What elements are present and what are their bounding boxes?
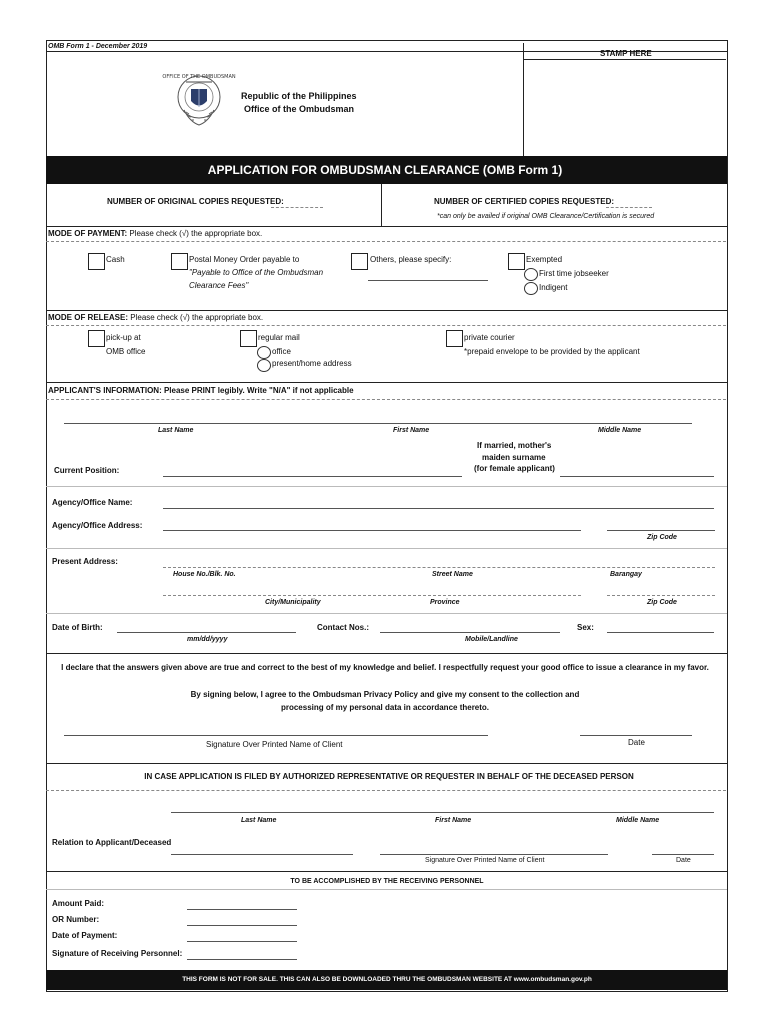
date-of-payment-field[interactable] bbox=[187, 941, 297, 942]
agency-name-field[interactable] bbox=[163, 508, 714, 509]
certified-copies-label: NUMBER OF CERTIFIED COPIES REQUESTED: bbox=[434, 197, 615, 206]
client-date-field[interactable] bbox=[580, 735, 692, 736]
original-copies-label: NUMBER OF ORIGINAL COPIES REQUESTED: bbox=[107, 197, 284, 206]
divider bbox=[46, 763, 727, 764]
home-address-radio[interactable] bbox=[257, 359, 271, 372]
divider bbox=[46, 310, 727, 311]
office-label: office bbox=[272, 347, 291, 356]
certified-copies-field[interactable] bbox=[606, 207, 652, 208]
pickup-label: pick-up at bbox=[106, 333, 141, 342]
divider bbox=[46, 653, 727, 654]
others-specify-field[interactable] bbox=[368, 280, 488, 281]
divider bbox=[46, 486, 727, 487]
indigent-radio[interactable] bbox=[524, 282, 538, 295]
divider bbox=[46, 790, 726, 791]
office-line: Office of the Ombudsman bbox=[244, 104, 355, 114]
relation-label: Relation to Applicant/Deceased bbox=[52, 838, 172, 847]
courier-note: *prepaid envelope to be provided by the applicant bbox=[464, 347, 640, 356]
payment-heading-rest: Please check (√) the appropriate box. bbox=[129, 229, 263, 238]
rep-last-name-label: Last Name bbox=[241, 817, 277, 824]
exempted-label: Exempted bbox=[526, 255, 563, 264]
release-heading-rest: Please check (√) the appropriate box. bbox=[130, 313, 264, 322]
regular-mail-checkbox[interactable] bbox=[240, 330, 257, 347]
page-title: APPLICATION FOR OMBUDSMAN CLEARANCE (OMB Form 1) bbox=[207, 163, 563, 177]
receiving-signature-label: Signature of Receiving Personnel: bbox=[52, 949, 183, 958]
client-signature-field[interactable] bbox=[64, 735, 488, 736]
others-checkbox[interactable] bbox=[351, 253, 368, 270]
regular-mail-label: regular mail bbox=[258, 333, 300, 342]
sex-label: Sex: bbox=[577, 623, 594, 632]
certified-copies-note: *can only be availed if original OMB Clearance/Certification is secured bbox=[437, 213, 655, 220]
pmo-label-line3: Clearance Fees" bbox=[189, 281, 249, 290]
present-address-label: Present Address: bbox=[52, 557, 118, 566]
divider bbox=[46, 889, 727, 890]
pmo-label-line2: "Payable to Office of the Ombudsman bbox=[189, 268, 324, 277]
ombudsman-seal-icon bbox=[162, 70, 236, 132]
first-time-jobseeker-label: First time jobseeker bbox=[539, 269, 609, 278]
original-copies-field[interactable] bbox=[271, 207, 323, 208]
divider bbox=[46, 226, 727, 227]
date-of-payment-label: Date of Payment: bbox=[52, 931, 118, 940]
province-label: Province bbox=[430, 599, 460, 606]
maiden-label-2: maiden surname bbox=[482, 453, 546, 462]
applicant-heading: APPLICANT'S INFORMATION: Please PRINT legibly. Write "N/A" if not applicable bbox=[48, 386, 354, 395]
form-code: OMB Form 1 - December 2019 bbox=[48, 43, 148, 50]
private-courier-label: private courier bbox=[464, 333, 515, 342]
amount-paid-label: Amount Paid: bbox=[52, 899, 104, 908]
cash-checkbox[interactable] bbox=[88, 253, 105, 270]
representative-heading: IN CASE APPLICATION IS FILED BY AUTHORIZED REPRESENTATIVE OR REQUESTER IN BEHALF OF THE DECEASED PERSON bbox=[144, 772, 634, 781]
agency-address-label: Agency/Office Address: bbox=[52, 521, 143, 530]
barangay-label: Barangay bbox=[610, 571, 642, 578]
agency-zip-field[interactable] bbox=[607, 530, 715, 531]
present-zip-field[interactable] bbox=[607, 595, 715, 596]
agency-zip-label: Zip Code bbox=[647, 534, 677, 541]
maiden-label-3: (for female applicant) bbox=[474, 464, 555, 473]
dob-format: mm/dd/yyyy bbox=[187, 636, 228, 643]
divider bbox=[46, 382, 727, 383]
rep-date-field[interactable] bbox=[652, 854, 714, 855]
or-number-label: OR Number: bbox=[52, 915, 100, 924]
postal-money-order-checkbox[interactable] bbox=[171, 253, 188, 270]
rep-middle-name-label: Middle Name bbox=[616, 817, 660, 824]
mobile-label: Mobile/Landline bbox=[465, 636, 518, 643]
divider bbox=[523, 59, 726, 60]
first-time-jobseeker-radio[interactable] bbox=[524, 268, 538, 281]
contact-label: Contact Nos.: bbox=[317, 623, 369, 632]
maiden-label-1: If married, mother's bbox=[477, 441, 552, 450]
middle-name-label: Middle Name bbox=[598, 427, 642, 434]
footer-text: THIS FORM IS NOT FOR SALE. THIS CAN ALSO BE DOWNLOADED THRU THE OMBUDSMAN WEBSITE AT www.ombudsman.gov.ph bbox=[182, 976, 592, 983]
pickup-label-line2: OMB office bbox=[106, 347, 146, 356]
rep-signature-field[interactable] bbox=[380, 854, 608, 855]
seal-ring-text: OFFICE OF THE OMBUDSMAN bbox=[162, 74, 236, 80]
relation-field[interactable] bbox=[171, 854, 353, 855]
pickup-checkbox[interactable] bbox=[88, 330, 105, 347]
indigent-label: Indigent bbox=[539, 283, 568, 292]
dob-label: Date of Birth: bbox=[52, 623, 103, 632]
rep-signature-label: Signature Over Printed Name of Client bbox=[425, 857, 545, 864]
republic-line: Republic of the Philippines bbox=[241, 91, 357, 101]
representative-name-field[interactable] bbox=[171, 812, 714, 813]
agency-address-field[interactable] bbox=[163, 530, 581, 531]
first-name-label: First Name bbox=[393, 427, 430, 434]
or-number-field[interactable] bbox=[187, 925, 297, 926]
release-heading-bold: MODE OF RELEASE: bbox=[48, 313, 129, 322]
dob-field[interactable] bbox=[117, 632, 296, 633]
payment-heading bbox=[48, 230, 262, 238]
house-label: House No./Blk. No. bbox=[173, 571, 236, 578]
divider bbox=[46, 613, 727, 614]
maiden-surname-field[interactable] bbox=[560, 476, 714, 477]
current-position-field[interactable] bbox=[163, 476, 462, 477]
city-label: City/Municipality bbox=[265, 599, 321, 606]
current-position-label: Current Position: bbox=[54, 466, 120, 475]
divider bbox=[46, 325, 726, 326]
release-heading bbox=[48, 314, 263, 322]
others-label: Others, please specify: bbox=[370, 255, 452, 264]
last-name-label: Last Name bbox=[158, 427, 194, 434]
divider bbox=[46, 399, 726, 400]
payment-heading-bold: MODE OF PAYMENT: bbox=[48, 229, 128, 238]
divider bbox=[46, 241, 726, 242]
pmo-label: Postal Money Order payable to bbox=[189, 255, 300, 264]
agency-name-label: Agency/Office Name: bbox=[52, 498, 133, 507]
sex-field[interactable] bbox=[607, 632, 714, 633]
declaration-line2: By signing below, I agree to the Ombudsman Privacy Policy and give my consent to the collection and bbox=[190, 690, 580, 699]
receiving-signature-field[interactable] bbox=[187, 959, 297, 960]
exempted-checkbox[interactable] bbox=[508, 253, 525, 270]
home-address-label: present/home address bbox=[272, 359, 352, 368]
receiving-heading: TO BE ACCOMPLISHED BY THE RECEIVING PERSONNEL bbox=[290, 878, 484, 885]
street-label: Street Name bbox=[432, 571, 473, 578]
present-address-line1[interactable] bbox=[163, 567, 715, 568]
office-radio[interactable] bbox=[257, 346, 271, 359]
declaration-line3: processing of my personal data in accordance thereto. bbox=[280, 703, 490, 712]
divider bbox=[381, 184, 382, 226]
rep-first-name-label: First Name bbox=[435, 817, 472, 824]
client-date-label: Date bbox=[628, 738, 645, 747]
present-address-line2[interactable] bbox=[163, 595, 581, 596]
stamp-label: STAMP HERE bbox=[600, 49, 652, 58]
divider bbox=[46, 548, 727, 549]
divider bbox=[46, 871, 727, 872]
applicant-name-field[interactable] bbox=[64, 423, 692, 424]
private-courier-checkbox[interactable] bbox=[446, 330, 463, 347]
declaration-line1: I declare that the answers given above are true and correct to the best of my knowledge and belief. I respectfully request your good office to issue a clearance in my favor. bbox=[61, 663, 709, 672]
client-signature-label: Signature Over Printed Name of Client bbox=[206, 740, 343, 749]
cash-label: Cash bbox=[106, 255, 125, 264]
contact-field[interactable] bbox=[380, 632, 560, 633]
rep-date-label: Date bbox=[676, 857, 691, 864]
present-zip-label: Zip Code bbox=[647, 599, 677, 606]
amount-paid-field[interactable] bbox=[187, 909, 297, 910]
